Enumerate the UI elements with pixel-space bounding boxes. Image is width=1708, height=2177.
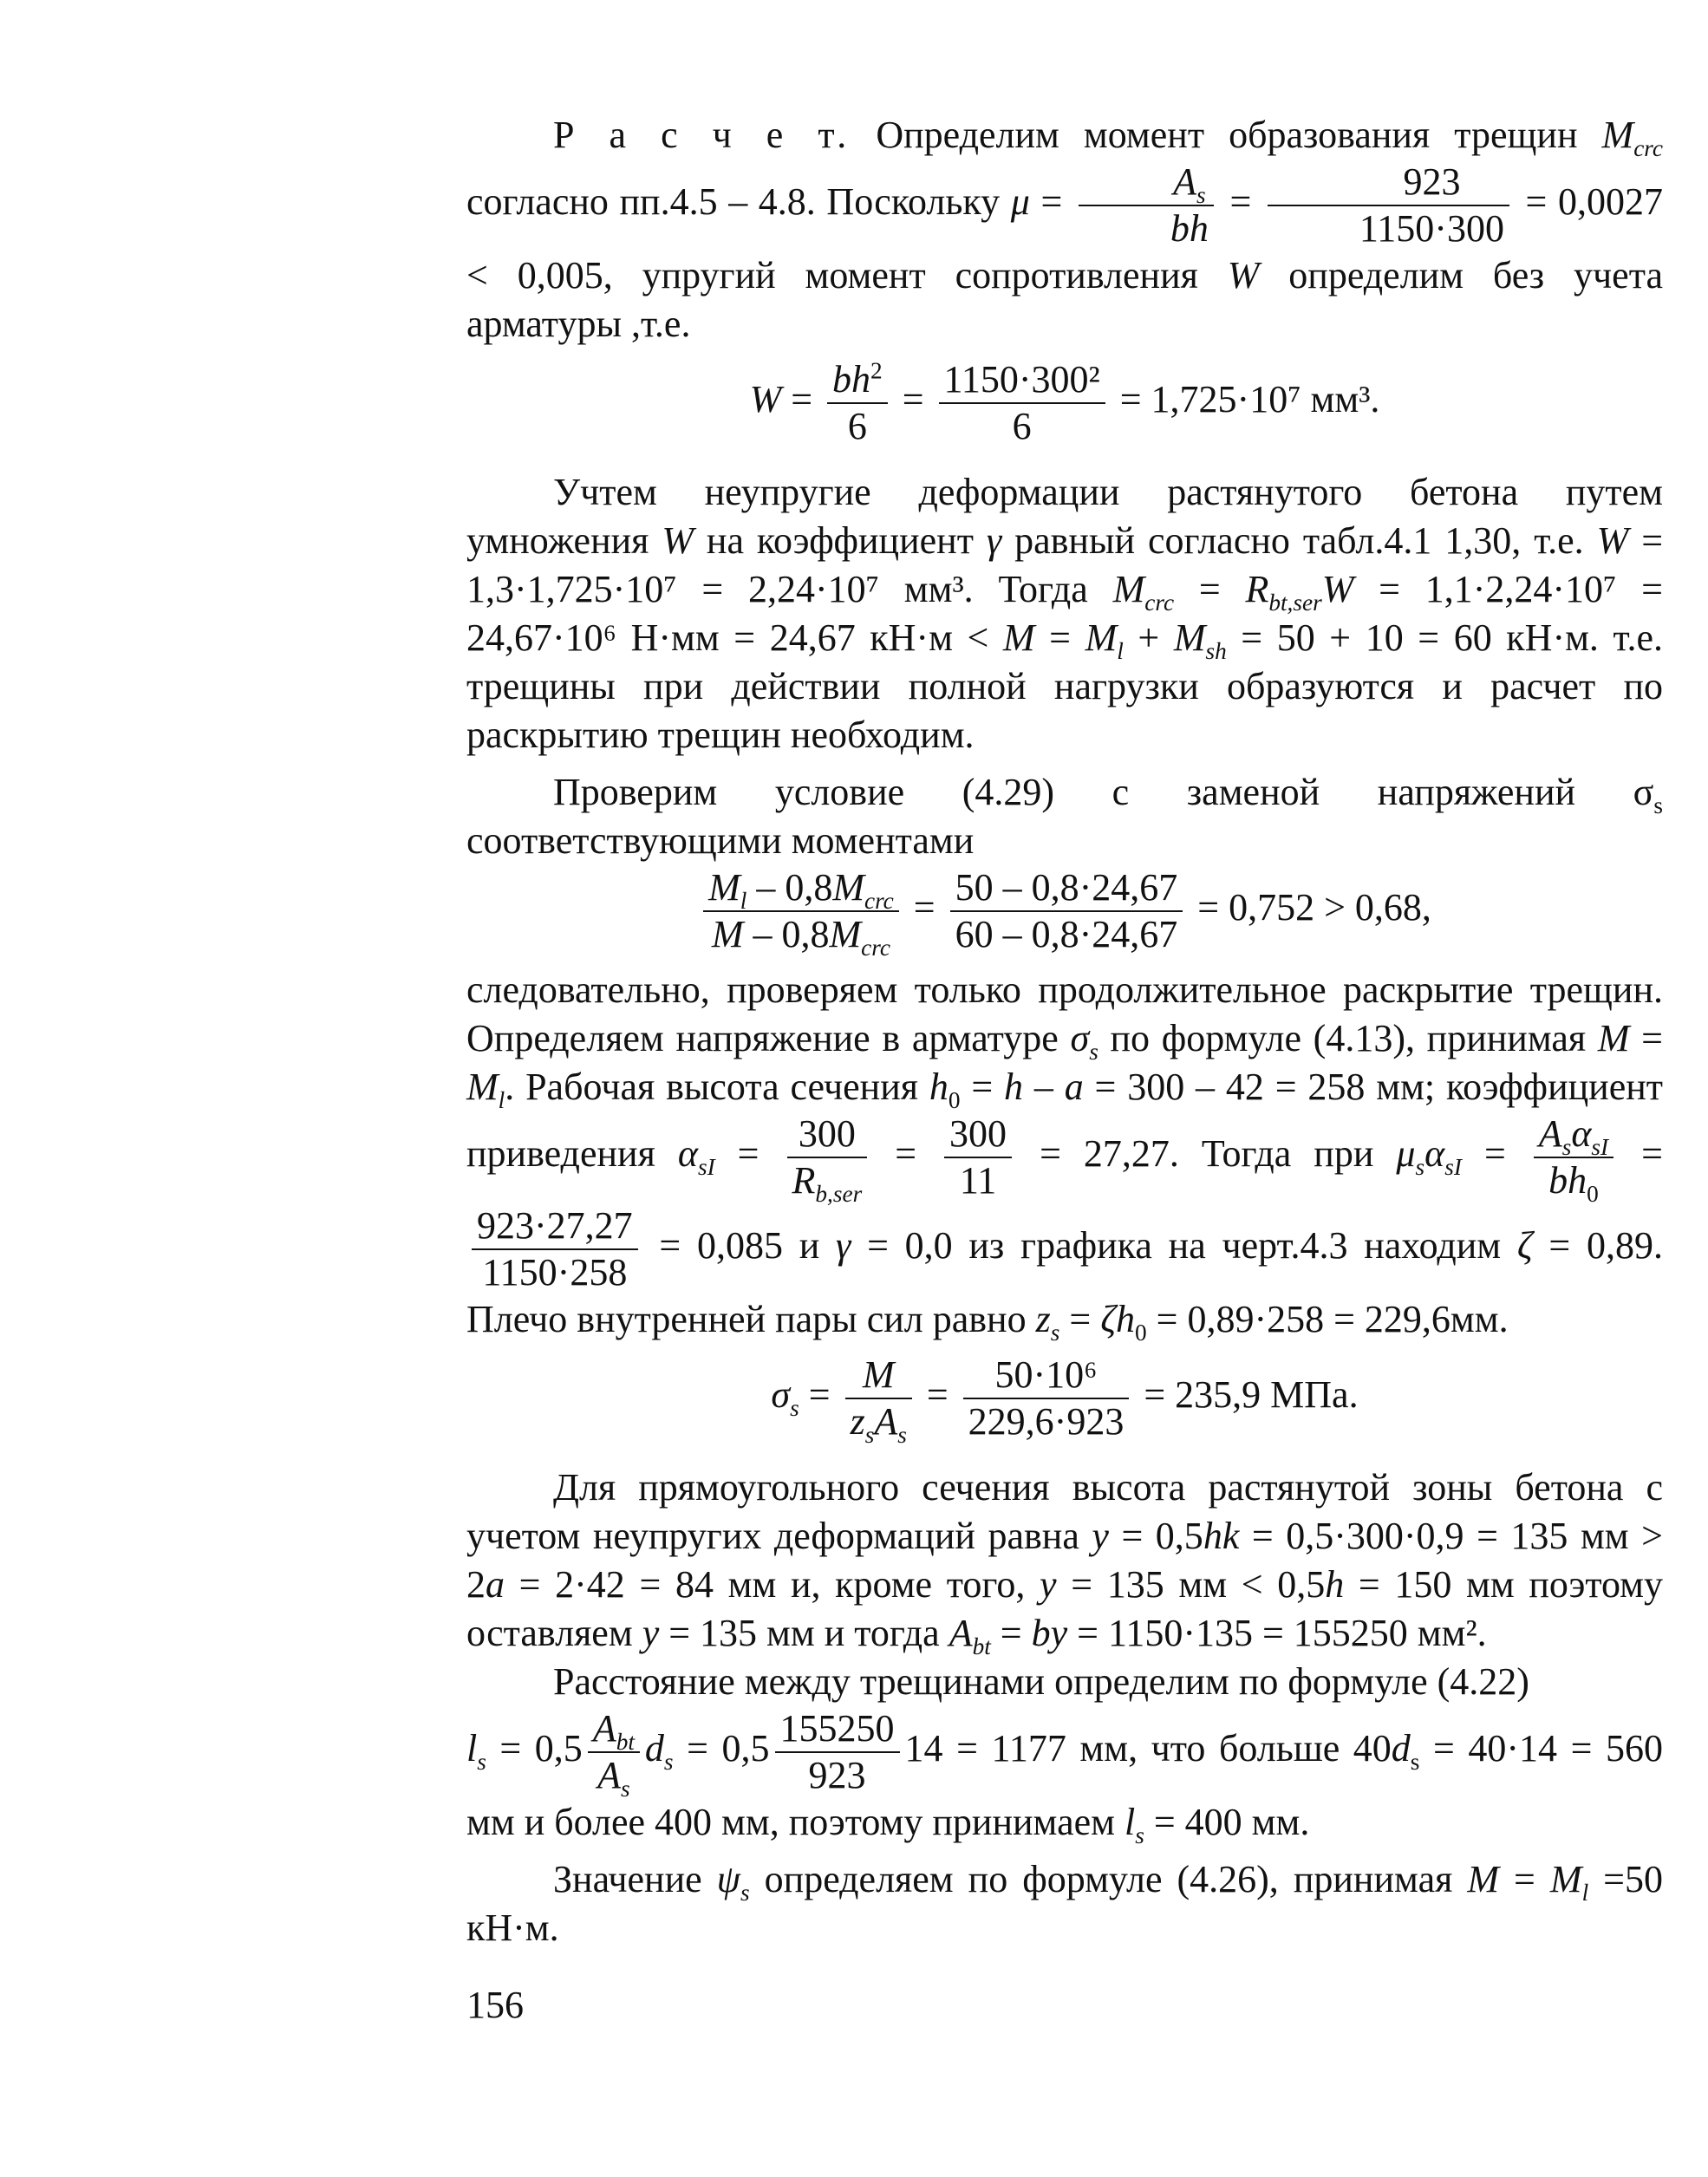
fraction-alpha-1: $\frac{300}{R_{b,ser}}$ [787,1111,868,1203]
equation-ratio: $\frac{M_l - 0,8M_{crc}}{M - 0,8M_{crc}}$ = $\frac{50 - 0,8\cdot 24,67}{60 - 0,8\cdot 24,67}$ = 0,752 > 0,68, [466,865,1663,957]
paragraph-calculation: Р а с ч е т. Определим момент образования трещин $M_{crc}$ согласно пп.4.5 – 4.8. Поскольку μ = $\frac{A_s}{bh}$ = $\frac{923}{1150\cdot 300}$ = 0,0027 < 0,005, упругий момент сопротивления W определим без учета арматуры ,т.е. [466,114,1663,345]
text-column [466,111,1663,1952]
fraction-mualpha-2: $\frac{923\cdot 27,27}{1150\cdot 258}$ [472,1203,638,1295]
equation-sigma: $\sigma_s$ = $\frac{M}{z_sA_s}$ = $\frac{\text{50·10⁶}}{229,6\cdot 923}$ = 235,9 МПа. [771,1353,1359,1448]
paragraph-check-condition: Проверим условие (4.29) с заменой напряжений $\sigma_s$ соответствующими моментами [466,771,1663,862]
paragraph-tension-zone: Для прямоугольного сечения высота растянутой зоны бетона с учетом неупругих деформаций равна y = 0,5hk = 0,5·300·0,9 = 135 мм > 2a = 2·42 = 84 мм и, кроме того, y = 135 мм < 0,5h = 150 мм поэтому оставляем y = 135 мм и тогда $A_{bt}$ = by = 1150·135 = 155250 мм². [466,1466,1664,1659]
equation-W: W = $\frac{bh^2}{6}$ = $\frac{\text{1150·300²}}{6}$ = 1,725·10⁷ мм³. [749,357,1380,447]
paragraph-stress: следовательно, проверяем только продолжительное раскрытие трещин. Определяем напряжение в арматуре $\sigma_s$ по формуле (4.13), принимая $M = M_l$. Рабочая высота сечения $h_0 = h - a = 300 - 42 = 258$ мм; коэффициент приведения $\alpha_{sI}$ = $\frac{300}{R_{b,ser}}$ = $\frac{300}{11}$ = 27,27. Тогда при $\mu_s\alpha_{sI}$ = $\frac{A_s\alpha_{sI}}{bh_0}$ = $\frac{923\cdot 27,27}{1150\cdot 258}$ = 0,085 и γ = 0,0 из графика на черт.4.3 находим ζ = 0,89. Плечо внутренней пары сил равно $z_s = \zeta h_0 = 0,89\cdot 258 = 229,6мм$. [466,968,1664,1346]
fraction-as-bh: $\frac{A_s}{bh}$ [1079,160,1214,251]
calculation-lead: Р а с ч е т. [553,114,852,156]
fraction-mu-values: $\frac{923}{1150\cdot 300}$ [1268,160,1509,251]
page-number: 156 [466,1984,524,2026]
paragraph-crack-spacing: Расстояние между трещинами определим по формуле (4.22) [553,1660,1529,1703]
fraction-alpha-2: $\frac{300}{11}$ [944,1111,1012,1203]
paragraph-psi: Значение $\psi_s$ определяем по формуле (4.26), принимая $M = M_l =50$ кН·м. [466,1858,1663,1949]
paragraph-inelastic: Учтем неупругие деформации растянутого бетона путем умножения W на коэффициент γ равный согласно табл.4.1 1,30, т.е. W = 1,3·1,725·10⁷ = 2,24·10⁷ мм³. Тогда $M_{crc} = R_{bt,ser}W = 1,1\cdot 2,24\cdot 10^7 = 24,67\cdot 10^6$ Н·мм = 24,67 $кН\cdot м < M = M_l + M_{sh} = 50 + 10 = 60$ кН·м. т.е. трещины при действии полной нагрузки образуются и расчет по раскрытию трещин необходим. [466,471,1664,756]
paragraph-ls: $l_s = 0,5$ $\frac{A_{bt}}{A_s}$ $d_s = 0,5$ $\frac{155250}{923}$ 14 = 1177 мм, что больше $40d_s = 40\cdot 14 = 560$ мм и более 400 мм, поэтому принимаем $l_s = 400$ мм. [466,1707,1663,1848]
fraction-mualpha-1: $\frac{A_s\alpha_{sI}}{bh_0}$ [1534,1111,1613,1203]
